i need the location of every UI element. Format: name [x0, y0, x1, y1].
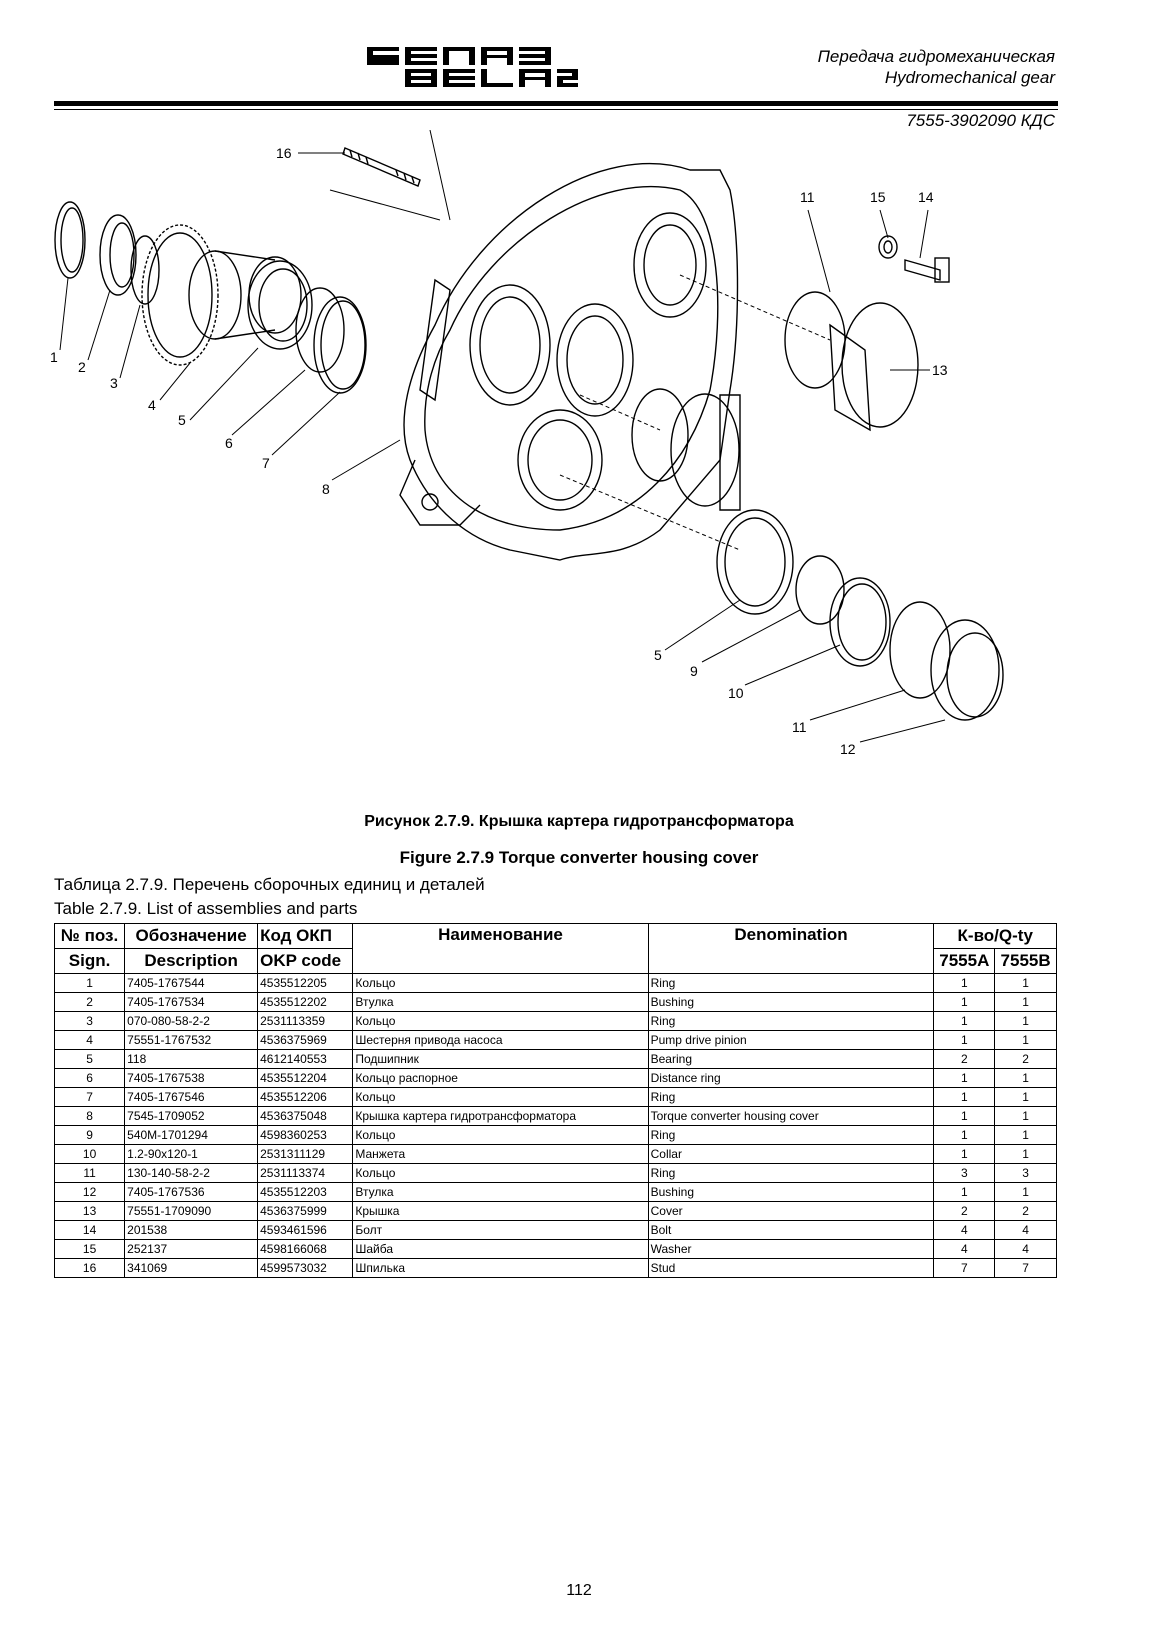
- cell-okp: 4598360253: [258, 1126, 353, 1145]
- cell-b: 1: [995, 993, 1057, 1012]
- cell-desig: 7405-1767544: [125, 974, 258, 993]
- cell-en: Ring: [648, 1012, 934, 1031]
- col-qty-b: 7555B: [995, 949, 1057, 974]
- cell-desig: 7405-1767546: [125, 1088, 258, 1107]
- cell-b: 1: [995, 1031, 1057, 1050]
- cell-b: 1: [995, 1126, 1057, 1145]
- left-parts-stack: [55, 202, 366, 393]
- cell-en: Stud: [648, 1259, 934, 1278]
- col-desig-en: Description: [125, 949, 258, 974]
- cell-okp: 4535512204: [258, 1069, 353, 1088]
- housing-cover-part: [400, 164, 738, 560]
- figure-caption-ru: Рисунок 2.7.9. Крышка картера гидротрансформатора: [364, 813, 794, 830]
- cell-ru: Манжета: [353, 1145, 648, 1164]
- belaz-logo: [365, 44, 580, 90]
- table-row: [55, 1012, 1057, 1031]
- callout-11: 11: [800, 189, 815, 205]
- table-row: [55, 1088, 1057, 1107]
- col-qty: К-во/Q-ty: [934, 924, 1057, 949]
- cover-and-bolt-parts: [785, 236, 949, 430]
- cell-en: Ring: [648, 1126, 934, 1145]
- cell-ru: Крышка картера гидротрансформатора: [353, 1107, 648, 1126]
- cell-desig: 1.2-90x120-1: [125, 1145, 258, 1164]
- exploded-view-drawing: [40, 130, 1070, 800]
- cell-a: 1: [934, 974, 995, 993]
- cell-pos: 16: [55, 1259, 125, 1278]
- table-row: [55, 1126, 1057, 1145]
- col-name-ru: Наименование: [353, 924, 648, 974]
- cell-okp: 4535512206: [258, 1088, 353, 1107]
- table-row: [55, 1050, 1057, 1069]
- table-row: [55, 1031, 1057, 1050]
- cell-ru: Кольцо: [353, 1126, 648, 1145]
- callout-1: 1: [50, 349, 58, 365]
- cell-okp: 4536375999: [258, 1202, 353, 1221]
- cell-en: Distance ring: [648, 1069, 934, 1088]
- callout-6: 6: [225, 435, 233, 451]
- callout-12: 12: [840, 741, 856, 757]
- col-qty-a: 7555A: [934, 949, 995, 974]
- table-row: [55, 1145, 1057, 1164]
- cell-desig: 7405-1767536: [125, 1183, 258, 1202]
- callout-16: 16: [276, 145, 292, 161]
- document-header: [818, 46, 1055, 88]
- cell-a: 1: [934, 1012, 995, 1031]
- cell-desig: 7545-1709052: [125, 1107, 258, 1126]
- cell-okp: 4535512205: [258, 974, 353, 993]
- cell-b: 4: [995, 1240, 1057, 1259]
- cell-desig: 252137: [125, 1240, 258, 1259]
- cell-desig: 070-080-58-2-2: [125, 1012, 258, 1031]
- document-number: 7555-3902090 КДС: [906, 111, 1055, 130]
- lower-right-parts-stack: [717, 510, 1003, 720]
- table-row: [55, 1069, 1057, 1088]
- cell-desig: 118: [125, 1050, 258, 1069]
- cell-okp: 2531311129: [258, 1145, 353, 1164]
- cell-okp: 4536375048: [258, 1107, 353, 1126]
- cell-a: 1: [934, 1069, 995, 1088]
- cell-ru: Подшипник: [353, 1050, 648, 1069]
- callout-10: 10: [728, 685, 744, 701]
- cell-desig: 75551-1709090: [125, 1202, 258, 1221]
- cell-en: Ring: [648, 1164, 934, 1183]
- cell-a: 1: [934, 1031, 995, 1050]
- table-row: [55, 993, 1057, 1012]
- cell-en: Ring: [648, 1088, 934, 1107]
- cell-a: 4: [934, 1221, 995, 1240]
- cell-pos: 8: [55, 1107, 125, 1126]
- figure-caption-en: Figure 2.7.9 Torque converter housing cover: [399, 848, 759, 867]
- cell-ru: Втулка: [353, 993, 648, 1012]
- cell-en: Pump drive pinion: [648, 1031, 934, 1050]
- cell-desig: 540M-1701294: [125, 1126, 258, 1145]
- cell-a: 1: [934, 993, 995, 1012]
- cell-ru: Кольцо: [353, 1012, 648, 1031]
- cell-pos: 4: [55, 1031, 125, 1050]
- cell-desig: 201538: [125, 1221, 258, 1240]
- cell-desig: 130-140-58-2-2: [125, 1164, 258, 1183]
- callout-3: 3: [110, 375, 118, 391]
- callout-7: 7: [262, 455, 270, 471]
- cell-ru: Шестерня привода насоса: [353, 1031, 648, 1050]
- table-row: [55, 1240, 1057, 1259]
- header-title-ru: Передача гидромеханическая: [817, 47, 1055, 66]
- table-row: [55, 1183, 1057, 1202]
- cell-okp: 2531113374: [258, 1164, 353, 1183]
- callout-5b: 5: [654, 647, 662, 663]
- cell-en: Bolt: [648, 1221, 934, 1240]
- cell-okp: 4536375969: [258, 1031, 353, 1050]
- callout-9: 9: [690, 663, 698, 679]
- col-pos-ru: № поз.: [55, 924, 125, 949]
- cell-ru: Втулка: [353, 1183, 648, 1202]
- cell-a: 1: [934, 1107, 995, 1126]
- cell-pos: 11: [55, 1164, 125, 1183]
- cell-pos: 1: [55, 974, 125, 993]
- cell-pos: 13: [55, 1202, 125, 1221]
- cell-desig: 75551-1767532: [125, 1031, 258, 1050]
- cell-en: Torque converter housing cover: [648, 1107, 934, 1126]
- table-row: [55, 1202, 1057, 1221]
- cell-b: 1: [995, 974, 1057, 993]
- col-name-en: Denomination: [648, 924, 934, 974]
- cell-b: 1: [995, 1107, 1057, 1126]
- cell-ru: Кольцо: [353, 974, 648, 993]
- page-number: 112: [566, 1582, 592, 1599]
- cell-ru: Шпилька: [353, 1259, 648, 1278]
- cell-b: 1: [995, 1088, 1057, 1107]
- callout-2: 2: [78, 359, 86, 375]
- cell-a: 2: [934, 1202, 995, 1221]
- cell-en: Cover: [648, 1202, 934, 1221]
- cell-b: 4: [995, 1221, 1057, 1240]
- callout-14: 14: [918, 189, 934, 205]
- cell-ru: Шайба: [353, 1240, 648, 1259]
- cell-b: 1: [995, 1069, 1057, 1088]
- cell-desig: 7405-1767534: [125, 993, 258, 1012]
- cell-a: 4: [934, 1240, 995, 1259]
- table-title-en: Table 2.7.9. List of assemblies and parts: [54, 899, 358, 918]
- callout-leaders: [60, 130, 945, 742]
- cell-ru: Кольцо: [353, 1164, 648, 1183]
- cell-pos: 7: [55, 1088, 125, 1107]
- cell-okp: 4593461596: [258, 1221, 353, 1240]
- callout-labels: [50, 145, 948, 757]
- cell-en: Bushing: [648, 1183, 934, 1202]
- cell-en: Bushing: [648, 993, 934, 1012]
- cell-a: 1: [934, 1145, 995, 1164]
- cell-b: 2: [995, 1202, 1057, 1221]
- cell-ru: Болт: [353, 1221, 648, 1240]
- cell-okp: 4598166068: [258, 1240, 353, 1259]
- cell-b: 2: [995, 1050, 1057, 1069]
- callout-13: 13: [932, 362, 948, 378]
- cell-b: 7: [995, 1259, 1057, 1278]
- cell-b: 1: [995, 1183, 1057, 1202]
- callout-5: 5: [178, 412, 186, 428]
- cell-a: 1: [934, 1126, 995, 1145]
- table-row: [55, 1259, 1057, 1278]
- stud-part: [343, 148, 420, 186]
- header-rule-thin: [54, 109, 1058, 110]
- col-okp-ru: Код ОКП: [258, 924, 353, 949]
- col-desig-ru: Обозначение: [125, 924, 258, 949]
- cell-en: Bearing: [648, 1050, 934, 1069]
- cell-b: 1: [995, 1145, 1057, 1164]
- cell-b: 3: [995, 1164, 1057, 1183]
- cell-pos: 3: [55, 1012, 125, 1031]
- cell-en: Collar: [648, 1145, 934, 1164]
- cell-a: 1: [934, 1183, 995, 1202]
- table-row: [55, 1107, 1057, 1126]
- cell-ru: Кольцо: [353, 1088, 648, 1107]
- cell-okp: 4535512202: [258, 993, 353, 1012]
- parts-table: [54, 923, 1057, 1278]
- cell-okp: 4612140553: [258, 1050, 353, 1069]
- cell-pos: 14: [55, 1221, 125, 1240]
- cell-b: 1: [995, 1012, 1057, 1031]
- cell-okp: 4599573032: [258, 1259, 353, 1278]
- cell-a: 7: [934, 1259, 995, 1278]
- cell-okp: 2531113359: [258, 1012, 353, 1031]
- cell-a: 2: [934, 1050, 995, 1069]
- table-header-row: [55, 924, 1057, 949]
- col-pos-en: Sign.: [55, 949, 125, 974]
- cell-en: Ring: [648, 974, 934, 993]
- cell-pos: 6: [55, 1069, 125, 1088]
- cell-desig: 341069: [125, 1259, 258, 1278]
- cell-pos: 15: [55, 1240, 125, 1259]
- cell-pos: 9: [55, 1126, 125, 1145]
- table-title-ru: Таблица 2.7.9. Перечень сборочных единиц и деталей: [54, 875, 485, 894]
- table-row: [55, 974, 1057, 993]
- table-row: [55, 1221, 1057, 1240]
- cell-en: Washer: [648, 1240, 934, 1259]
- callout-4: 4: [148, 397, 156, 413]
- table-row: [55, 1164, 1057, 1183]
- cell-ru: Кольцо распорное: [353, 1069, 648, 1088]
- cell-a: 3: [934, 1164, 995, 1183]
- callout-15: 15: [870, 189, 886, 205]
- cell-ru: Крышка: [353, 1202, 648, 1221]
- col-okp-en: OKP code: [258, 949, 353, 974]
- callout-11b: 11: [792, 719, 807, 735]
- header-title-en: Hydromechanical gear: [884, 68, 1055, 87]
- header-rule-thick: [54, 101, 1058, 106]
- callout-8: 8: [322, 481, 330, 497]
- cell-pos: 5: [55, 1050, 125, 1069]
- cell-pos: 12: [55, 1183, 125, 1202]
- cell-desig: 7405-1767538: [125, 1069, 258, 1088]
- cell-okp: 4535512203: [258, 1183, 353, 1202]
- cell-a: 1: [934, 1088, 995, 1107]
- cell-pos: 2: [55, 993, 125, 1012]
- cell-pos: 10: [55, 1145, 125, 1164]
- parts-table-body: [55, 974, 1057, 1278]
